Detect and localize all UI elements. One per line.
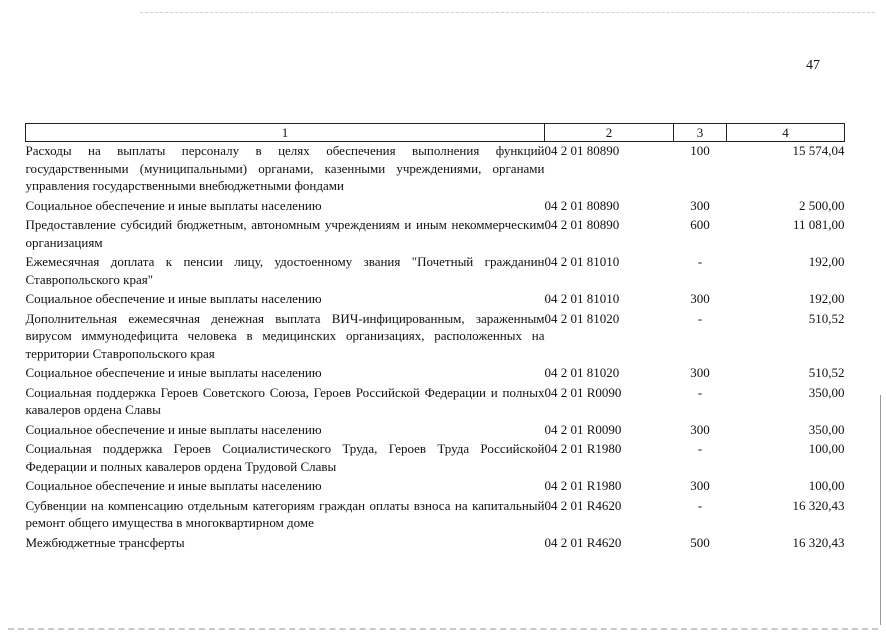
row-name-cell: Социальное обеспечение и иные выплаты населению: [25, 365, 322, 380]
row-expense-type-cell: -: [697, 254, 703, 269]
row-name-cell: Социальное обеспечение и иные выплаты населению: [25, 197, 322, 213]
row-name-cell: Социальная поддержка Героев Социалистического Труда, Героев Труда Российской Федерации и полных кавалеров ордена Трудовой Славы: [25, 441, 545, 474]
row-code-cell: 04 2 01 R0090: [544, 421, 622, 437]
row-amount-cell: 100,00: [808, 441, 845, 456]
table-row: [26, 197, 845, 217]
row-amount-cell: 16 320,43: [792, 497, 845, 513]
row-amount-cell: 16 320,43: [792, 534, 845, 550]
row-expense-type-cell: 300: [690, 478, 710, 493]
row-name-cell: Дополнительная ежемесячная денежная выплата ВИЧ-инфицированным, зараженным вирусом иммунодефицита человека в медицинских организациях, расположенных на территории Ставропольского края: [25, 310, 545, 361]
row-amount-cell: 11 081,00: [792, 217, 845, 232]
table-row: [26, 477, 845, 497]
row-expense-type-cell: -: [697, 310, 703, 326]
row-code-cell: 04 2 01 81020: [544, 310, 620, 326]
row-name-cell: Ежемесячная доплата к пенсии лицу, удостоенному звания "Почетный гражданин Ставропольского края": [25, 254, 545, 287]
row-code-cell: 04 2 01 80890: [544, 143, 620, 158]
row-name-cell: Субвенции на компенсацию отдельным категориям граждан оплаты взноса на капитальный ремонт общего имущества в многоквартирном доме: [25, 497, 545, 530]
row-expense-type-cell: 600: [690, 217, 710, 232]
row-name-cell: Расходы на выплаты персоналу в целях обеспечения выполнения функций государственными (муниципальными) органами, казенными учреждениями, органами управления государственными внебюджетными фондами: [25, 143, 545, 193]
scan-artifact-right-edge: [880, 395, 881, 625]
header-col-3: 3: [674, 124, 727, 142]
row-code-cell: 04 2 01 R0090: [544, 384, 622, 400]
row-expense-type-cell: 100: [690, 143, 710, 158]
row-amount-cell: 510,52: [808, 310, 845, 326]
budget-table: [25, 123, 845, 553]
page-number: 47: [806, 58, 820, 73]
table-row: [26, 310, 845, 365]
row-amount-cell: 192,00: [808, 291, 845, 306]
table-row: [26, 534, 845, 554]
table-row: [26, 253, 845, 290]
row-code-cell: 04 2 01 81020: [544, 365, 620, 380]
table-row: [26, 497, 845, 534]
row-expense-type-cell: -: [697, 384, 703, 400]
row-expense-type-cell: 300: [690, 365, 710, 380]
row-name-cell: Социальная поддержка Героев Советского Союза, Героев Российской Федерации и полных кавалеров ордена Славы: [25, 384, 545, 417]
row-code-cell: 04 2 01 R4620: [544, 534, 622, 550]
table-row: [26, 384, 845, 421]
row-expense-type-cell: 300: [690, 421, 710, 437]
row-expense-type-cell: -: [697, 441, 703, 456]
row-amount-cell: 100,00: [808, 478, 845, 493]
scan-artifact-top-line: [140, 12, 875, 13]
table-row: [26, 421, 845, 441]
table-row: [26, 142, 845, 197]
row-name-cell: Социальное обеспечение и иные выплаты населению: [25, 421, 322, 437]
table-row: [26, 216, 845, 253]
row-code-cell: 04 2 01 81010: [544, 254, 620, 269]
row-expense-type-cell: 500: [690, 534, 710, 550]
table-row: [26, 364, 845, 384]
table-body: [26, 142, 845, 554]
header-col-2: 2: [545, 124, 674, 142]
row-name-cell: Социальное обеспечение и иные выплаты населению: [25, 291, 322, 306]
row-code-cell: 04 2 01 80890: [544, 217, 620, 232]
row-amount-cell: 15 574,04: [792, 143, 845, 158]
header-col-4: 4: [727, 124, 845, 142]
scan-artifact-bottom-line: [8, 628, 878, 630]
row-expense-type-cell: -: [697, 497, 703, 513]
row-expense-type-cell: 300: [690, 291, 710, 306]
row-amount-cell: 2 500,00: [799, 197, 845, 213]
row-code-cell: 04 2 01 R4620: [544, 497, 622, 513]
row-code-cell: 04 2 01 R1980: [544, 478, 622, 493]
table-header-row: [26, 124, 845, 142]
header-col-1: 1: [26, 124, 545, 142]
row-code-cell: 04 2 01 81010: [544, 291, 620, 306]
row-code-cell: 04 2 01 R1980: [544, 441, 622, 456]
row-name-cell: Предоставление субсидий бюджетным, автономным учреждениям и иным некоммерческим организациям: [25, 217, 545, 250]
row-code-cell: 04 2 01 80890: [544, 197, 620, 213]
row-amount-cell: 350,00: [808, 421, 845, 437]
table-row: [26, 440, 845, 477]
row-expense-type-cell: 300: [690, 197, 710, 213]
row-amount-cell: 510,52: [808, 365, 845, 380]
row-name-cell: Межбюджетные трансферты: [25, 534, 185, 550]
row-amount-cell: 192,00: [808, 254, 845, 269]
row-name-cell: Социальное обеспечение и иные выплаты населению: [25, 478, 322, 493]
table-row: [26, 290, 845, 310]
row-amount-cell: 350,00: [808, 384, 845, 400]
